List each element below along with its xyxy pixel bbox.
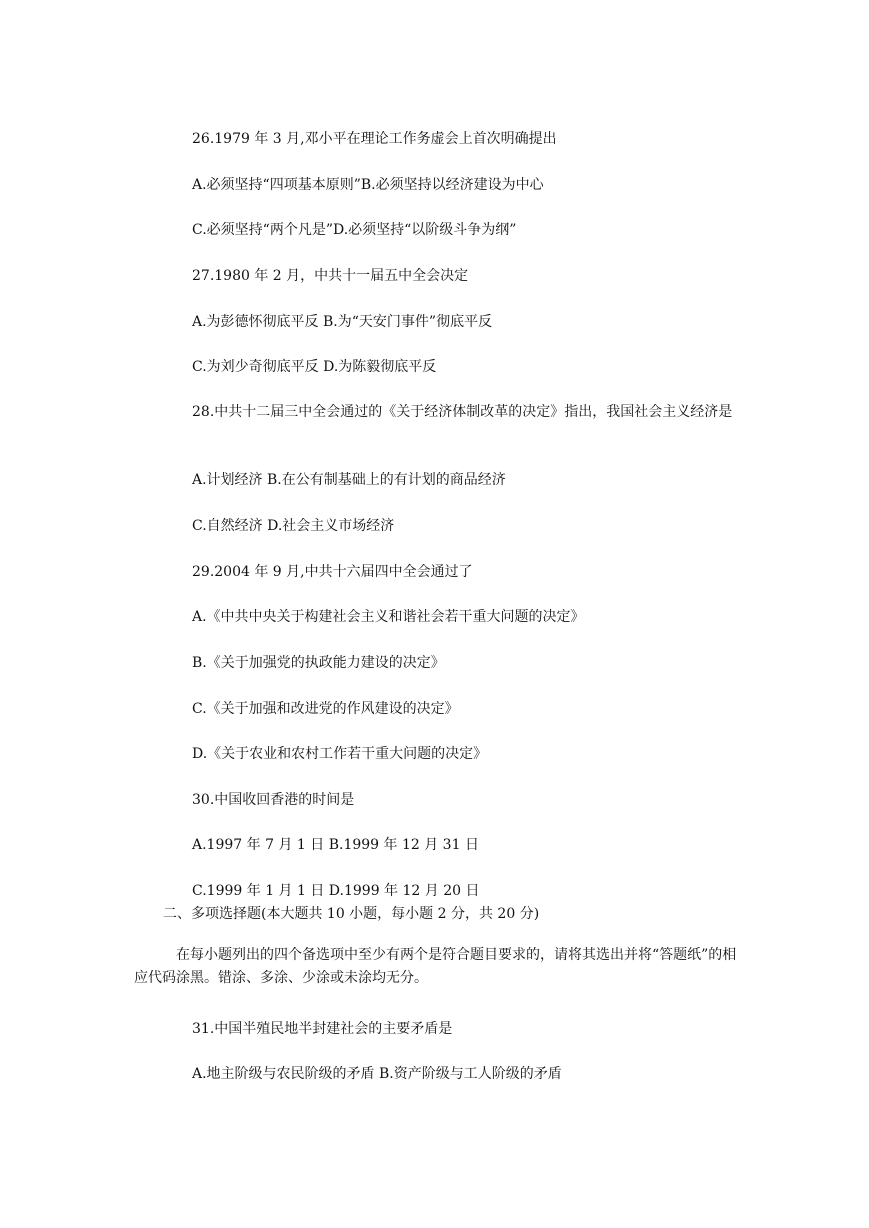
question-31-stem: 31.中国半殖民地半封建社会的主要矛盾是 — [192, 1021, 453, 1037]
question-26-options-ab: A.必须坚持“四项基本原则”B.必须坚持以经济建设为中心 — [192, 177, 544, 193]
section-2-instructions: 在每小题列出的四个备选项中至少有两个是符合题目要求的，请将其选出并将“答题纸”的相应代码涂黑。错涂、多涂、少涂或未涂均无分。 — [134, 947, 737, 986]
question-26-options-cd: C.必须坚持“两个凡是”D.必须坚持“以阶级斗争为纲” — [192, 222, 517, 238]
question-29-option-c: C.《关于加强和改进党的作风建设的决定》 — [192, 701, 459, 717]
question-27-stem: 27.1980 年 2 月，中共十一届五中全会决定 — [192, 268, 469, 284]
question-28-stem: 28.中共十二届三中全会通过的《关于经济体制改革的决定》指出，我国社会主义经济是 — [192, 404, 733, 420]
question-30-stem: 30.中国收回香港的时间是 — [192, 792, 355, 808]
section-2-title: 二、多项选择题(本大题共 10 小题，每小题 2 分，共 20 分) — [163, 906, 540, 922]
question-26-stem: 26.1979 年 3 月,邓小平在理论工作务虚会上首次明确提出 — [192, 131, 557, 147]
question-30-options-cd: C.1999 年 1 月 1 日 D.1999 年 12 月 20 日 — [192, 883, 480, 899]
question-29-stem: 29.2004 年 9 月,中共十六届四中全会通过了 — [192, 564, 473, 580]
question-28-options-ab: A.计划经济 B.在公有制基础上的有计划的商品经济 — [192, 472, 506, 488]
question-27-options-ab: A.为彭德怀彻底平反 B.为“天安门事件”彻底平反 — [192, 314, 493, 330]
question-29-option-b: B.《关于加强党的执政能力建设的决定》 — [192, 655, 445, 671]
question-30-options-ab: A.1997 年 7 月 1 日 B.1999 年 12 月 31 日 — [192, 837, 479, 853]
question-31-options-ab: A.地主阶级与农民阶级的矛盾 B.资产阶级与工人阶级的矛盾 — [192, 1066, 562, 1082]
question-29-option-a: A.《中共中央关于构建社会主义和谐社会若干重大问题的决定》 — [192, 609, 585, 625]
question-27-options-cd: C.为刘少奇彻底平反 D.为陈毅彻底平反 — [192, 359, 437, 375]
question-29-option-d: D.《关于农业和农村工作若干重大问题的决定》 — [192, 746, 488, 762]
question-28-options-cd: C.自然经济 D.社会主义市场经济 — [192, 518, 395, 534]
